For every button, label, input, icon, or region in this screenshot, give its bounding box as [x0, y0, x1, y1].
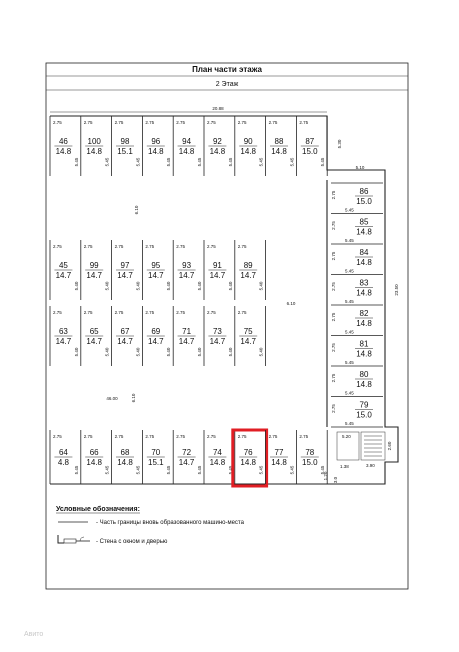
space-area: 14.7: [117, 337, 133, 346]
space-area: 14.8: [86, 458, 102, 467]
parking-space[interactable]: [81, 240, 110, 300]
space-area: 14.8: [356, 349, 372, 359]
dim-5-30: 5.30: [337, 139, 342, 149]
space-area: 14.8: [178, 147, 195, 156]
space-number: 73: [212, 327, 222, 336]
space-area: 15.0: [356, 197, 372, 206]
stairwell: [323, 432, 392, 483]
space-width-label: 2.75: [83, 310, 93, 315]
space-number: 96: [151, 137, 161, 146]
space-number: 78: [305, 448, 315, 457]
space-number: 86: [359, 187, 369, 196]
parking-space[interactable]: [81, 430, 110, 484]
dim-3-90: 3.90: [366, 463, 375, 468]
space-number: 82: [359, 309, 369, 318]
space-area: 15.0: [356, 410, 372, 420]
space-number: 65: [89, 327, 99, 336]
space-number: 77: [274, 448, 284, 457]
space-width-label: 2.75: [331, 251, 336, 261]
space-width-label: 2.75: [53, 244, 62, 249]
space-area: 14.7: [178, 271, 195, 280]
dim-1-38: 1.38: [340, 464, 349, 469]
space-area: 14.8: [117, 458, 133, 467]
space-area: 14.7: [86, 337, 102, 346]
space-number: 76: [243, 448, 253, 457]
plan-title: План части этажа: [192, 65, 262, 74]
space-number: 79: [359, 400, 369, 410]
space-depth-label: 5.45: [197, 157, 202, 167]
parking-space[interactable]: [235, 240, 266, 300]
space-depth-label: 5.45: [73, 465, 79, 475]
space-width-label: 2.75: [331, 373, 336, 383]
parking-space[interactable]: [233, 430, 267, 486]
space-width-label: 2.75: [207, 244, 216, 249]
space-depth-label: 5.45: [345, 238, 354, 243]
parking-space[interactable]: [331, 244, 383, 274]
space-depth-label: 5.40: [166, 281, 172, 291]
space-width-label: 2.75: [176, 244, 185, 249]
space-number: 81: [359, 339, 369, 349]
space-depth-label: 5.40: [258, 347, 264, 357]
space-depth-label: 5.40: [135, 347, 141, 357]
space-depth-label: 5.45: [345, 299, 354, 304]
dim-5-10: 5.10: [355, 165, 365, 170]
space-width-label: 2.75: [207, 120, 216, 125]
space-number: 74: [212, 448, 222, 457]
space-width-label: 2.75: [237, 244, 247, 249]
space-number: 67: [120, 327, 130, 336]
space-area: 14.7: [209, 271, 226, 280]
parking-space[interactable]: [142, 116, 171, 176]
space-depth-label: 5.40: [104, 281, 110, 291]
space-area: 14.8: [209, 147, 226, 156]
space-depth-label: 5.40: [197, 347, 202, 357]
space-width-label: 2.75: [83, 244, 93, 249]
space-area: 14.7: [178, 458, 195, 467]
parking-space[interactable]: [112, 306, 141, 366]
space-width-label: 2.75: [53, 310, 62, 315]
space-number: 95: [151, 261, 161, 270]
space-width-label: 2.75: [237, 120, 247, 125]
parking-space[interactable]: [81, 306, 110, 366]
parking-space[interactable]: [112, 116, 141, 176]
space-area: 14.7: [178, 337, 195, 346]
space-depth-label: 5.45: [166, 465, 172, 475]
space-number: 69: [151, 327, 161, 336]
space-depth-label: 5.40: [258, 281, 264, 291]
space-area: 14.7: [240, 271, 256, 280]
space-number: 68: [120, 448, 130, 457]
space-depth-label: 5.40: [227, 347, 233, 357]
space-width-label: 2.75: [299, 434, 309, 439]
space-width-label: 2.75: [268, 434, 278, 439]
space-area: 14.7: [148, 271, 164, 280]
space-area: 14.8: [356, 227, 372, 237]
parking-space[interactable]: [235, 306, 266, 366]
parking-space[interactable]: [331, 183, 383, 213]
parking-space[interactable]: [235, 116, 264, 176]
space-width-label: 2.75: [237, 434, 247, 439]
space-number: 83: [359, 278, 369, 288]
space-number: 90: [243, 137, 253, 146]
space-number: 85: [359, 217, 369, 227]
space-area: 14.8: [356, 380, 372, 389]
space-area: 14.7: [209, 337, 226, 346]
space-area: 14.8: [356, 319, 372, 328]
space-number: 45: [58, 261, 68, 270]
dim-6-10-upper: 6.10: [134, 205, 139, 215]
space-width-label: 2.75: [176, 310, 185, 315]
space-depth-label: 5.45: [289, 157, 295, 167]
space-width-label: 2.75: [299, 120, 309, 125]
dim-3-0: 3.0: [333, 476, 338, 484]
space-depth-label: 5.40: [227, 281, 233, 291]
space-area: 15.0: [302, 458, 318, 467]
space-depth-label: 5.45: [258, 157, 264, 167]
parking-space[interactable]: [142, 306, 171, 366]
space-depth-label: 5.40: [104, 347, 110, 357]
space-width-label: 2.75: [114, 120, 124, 125]
space-number: 72: [182, 448, 192, 457]
space-depth-label: 5.45: [135, 157, 141, 167]
space-area: 15.1: [148, 458, 164, 467]
space-number: 99: [89, 261, 99, 270]
space-width-label: 2.75: [145, 120, 155, 125]
space-depth-label: 5.45: [227, 465, 233, 475]
space-area: 14.8: [240, 147, 256, 156]
space-number: 93: [182, 261, 192, 270]
space-area: 14.8: [271, 458, 287, 467]
space-width-label: 2.75: [237, 310, 247, 315]
parking-space[interactable]: [331, 214, 383, 244]
space-width-label: 2.75: [176, 434, 185, 439]
space-number: 84: [359, 248, 369, 257]
space-width-label: 2.75: [331, 190, 336, 200]
space-number: 64: [58, 448, 68, 457]
legend: [56, 505, 245, 545]
watermark: Авито: [24, 631, 44, 638]
parking-space[interactable]: [331, 275, 383, 305]
space-depth-label: 5.45: [135, 465, 141, 475]
space-number: 63: [58, 327, 68, 336]
space-depth-label: 5.40: [73, 281, 79, 291]
space-area: 14.8: [148, 147, 164, 156]
space-number: 88: [274, 137, 284, 146]
parking-space[interactable]: [296, 116, 327, 176]
space-width-label: 2.75: [53, 120, 62, 125]
dim-6-10-mid: 6.10: [286, 301, 296, 306]
space-number: 92: [212, 137, 222, 146]
space-width-label: 2.75: [176, 120, 185, 125]
space-area: 14.7: [55, 337, 72, 346]
parking-space[interactable]: [142, 430, 171, 484]
space-depth-label: 5.45: [345, 360, 354, 365]
space-depth-label: 5.45: [345, 268, 354, 274]
space-depth-label: 5.45: [320, 465, 326, 475]
legend-line-text: - Часть границы вновь образованного машино-места: [96, 520, 244, 526]
space-width-label: 2.75: [83, 434, 93, 439]
space-depth-label: 5.45: [227, 157, 233, 167]
space-depth-label: 5.45: [258, 465, 264, 475]
dim-5-20: 5.20: [342, 434, 351, 439]
parking-space[interactable]: [173, 430, 202, 484]
space-width-label: 2.75: [114, 434, 124, 439]
space-depth-label: 5.45: [289, 465, 295, 475]
parking-space[interactable]: [50, 430, 79, 484]
space-number: 89: [243, 261, 253, 270]
parking-space[interactable]: [81, 116, 110, 176]
parking-space[interactable]: [112, 240, 141, 300]
dim-23-50: 23.50: [394, 284, 399, 296]
space-width-label: 2.75: [114, 244, 124, 249]
space-number: 91: [212, 261, 222, 270]
space-depth-label: 5.40: [135, 281, 141, 291]
space-number: 70: [151, 448, 161, 457]
space-depth-label: 5.45: [345, 421, 354, 426]
space-area: 14.7: [86, 271, 102, 280]
space-area: 14.7: [240, 337, 256, 346]
dim-46-00: 46.00: [106, 396, 118, 401]
space-depth-label: 5.40: [166, 347, 172, 357]
parking-space[interactable]: [266, 116, 295, 176]
space-width-label: 2.75: [331, 404, 336, 413]
dim-2-60: 2.60: [387, 441, 392, 451]
space-number: 75: [243, 327, 253, 336]
space-depth-label: 5.40: [197, 281, 202, 291]
space-depth-label: 5.45: [345, 390, 354, 396]
space-number: 46: [58, 137, 68, 146]
parking-space[interactable]: [204, 430, 233, 484]
space-area: 14.8: [240, 458, 256, 467]
parking-space[interactable]: [50, 306, 79, 366]
parking-space[interactable]: [173, 240, 202, 300]
parking-space[interactable]: [331, 336, 383, 366]
space-number: 100: [87, 137, 101, 146]
space-width-label: 2.75: [114, 310, 124, 315]
space-depth-label: 5.45: [320, 157, 326, 167]
parking-space[interactable]: [331, 397, 383, 428]
space-width-label: 2.75: [83, 120, 93, 125]
space-width-label: 2.75: [331, 343, 336, 352]
space-area: 14.7: [117, 271, 133, 280]
space-area: 15.0: [302, 147, 318, 156]
space-depth-label: 5.45: [104, 465, 110, 475]
space-area: 14.8: [271, 147, 287, 156]
space-width-label: 2.75: [331, 282, 336, 291]
space-number: 94: [182, 137, 192, 146]
space-area: 14.8: [86, 147, 102, 156]
space-width-label: 2.75: [207, 434, 216, 439]
parking-space[interactable]: [204, 306, 233, 366]
space-area: 15.1: [117, 147, 133, 156]
space-area: 14.7: [148, 337, 164, 346]
parking-space[interactable]: [204, 240, 233, 300]
space-depth-label: 5.45: [345, 329, 354, 335]
space-number: 80: [359, 370, 369, 379]
parking-space[interactable]: [331, 366, 383, 396]
space-area: 14.8: [356, 258, 372, 267]
space-depth-label: 5.45: [166, 157, 172, 167]
parking-space[interactable]: [50, 116, 79, 176]
space-depth-label: 5.45: [345, 207, 354, 213]
parking-space[interactable]: [204, 116, 233, 176]
dim-1-20: 1.20: [323, 471, 328, 481]
parking-space[interactable]: [173, 116, 202, 176]
space-width-label: 2.75: [268, 120, 278, 125]
space-width-label: 2.75: [207, 310, 216, 315]
dim-6-10-lower: 6.10: [131, 393, 136, 403]
parking-space[interactable]: [266, 430, 295, 484]
parking-space[interactable]: [331, 305, 383, 335]
space-width-label: 2.75: [145, 244, 155, 249]
parking-space[interactable]: [173, 306, 202, 366]
legend-title: Условные обозначения:: [56, 506, 140, 513]
legend-window-text: - Стена с окном и дверью: [96, 539, 168, 545]
space-area: 14.7: [55, 271, 72, 280]
space-width-label: 2.75: [145, 434, 155, 439]
space-width-label: 2.75: [145, 310, 155, 315]
space-area: 4.8: [57, 458, 69, 467]
legend-wall-window-icon: [58, 535, 90, 543]
floor-label: 2 Этаж: [215, 81, 239, 88]
space-depth-label: 5.45: [73, 157, 79, 167]
dim-top-total: 20.88: [212, 106, 224, 111]
space-area: 14.8: [55, 147, 72, 156]
parking-space[interactable]: [50, 240, 79, 300]
space-depth-label: 5.45: [104, 157, 110, 167]
space-number: 98: [120, 137, 130, 146]
space-width-label: 2.75: [53, 434, 62, 439]
space-area: 14.8: [209, 458, 226, 467]
space-number: 97: [120, 261, 130, 270]
space-width-label: 2.75: [331, 221, 336, 230]
parking-space[interactable]: [112, 430, 141, 484]
space-width-label: 2.75: [331, 312, 336, 322]
space-depth-label: 5.45: [197, 465, 202, 475]
space-number: 71: [182, 327, 192, 336]
parking-spaces: [50, 116, 383, 486]
space-number: 66: [89, 448, 99, 457]
space-area: 14.8: [356, 288, 372, 298]
space-number: 87: [305, 137, 315, 146]
space-depth-label: 5.40: [73, 347, 79, 357]
parking-space[interactable]: [142, 240, 171, 300]
